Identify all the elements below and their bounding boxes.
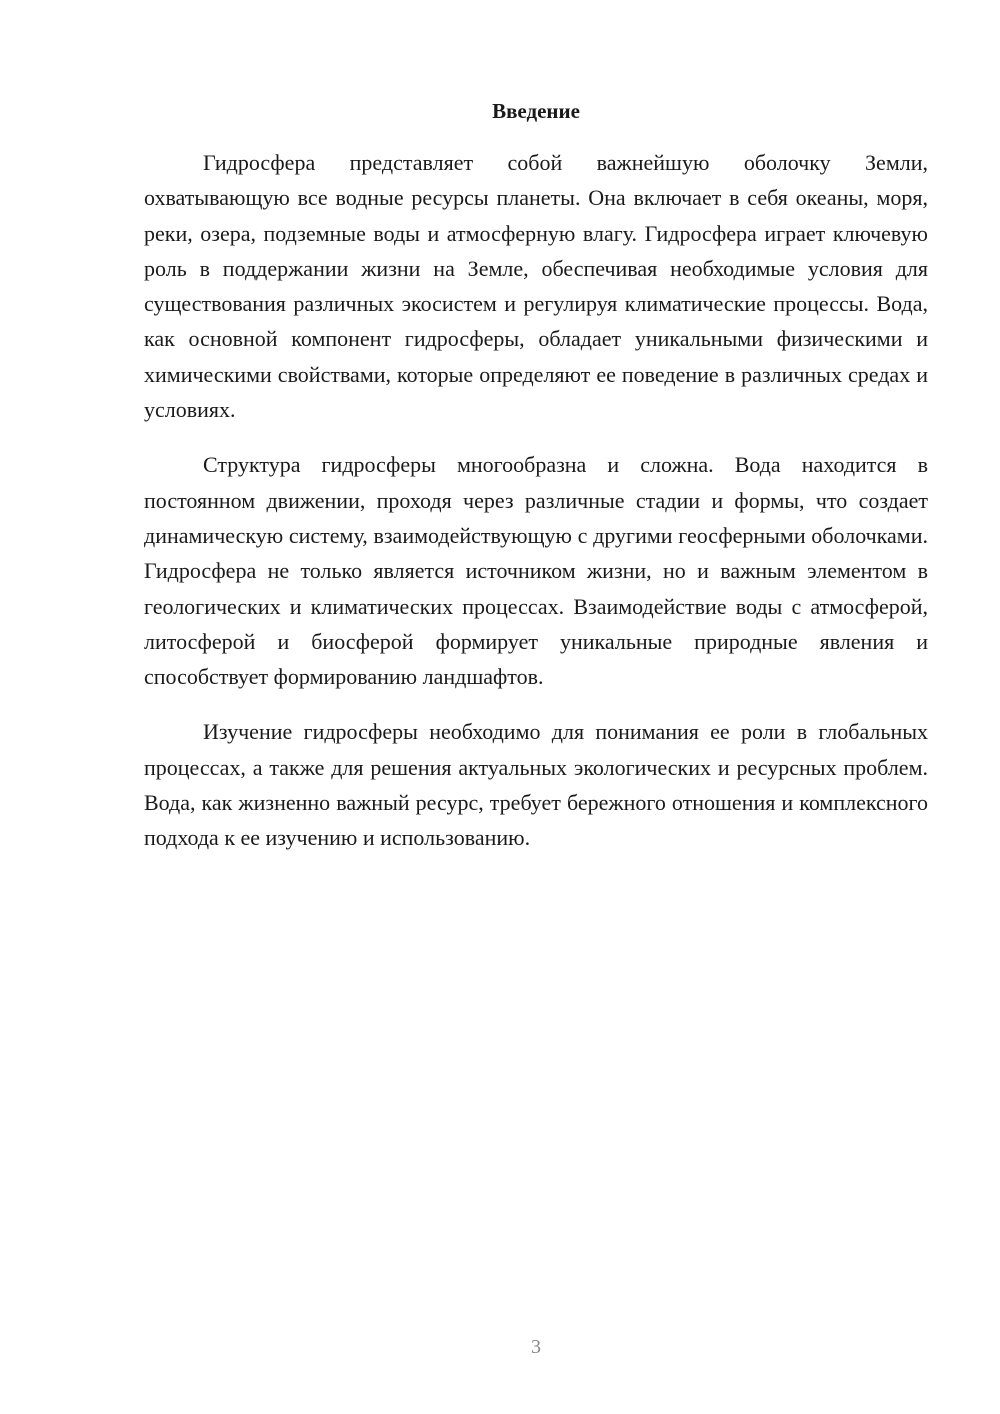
paragraph-3: Изучение гидросферы необходимо для понимания ее роли в глобальных процессах, а также для решения актуальных экологических и ресурсных проблем. Вода, как жизненно важный ресурс, требует бережного отношения и комплексного подхода к ее изучению и использованию. (144, 719, 928, 851)
section-title: Введение (492, 99, 580, 123)
page-number: 3 (531, 1336, 541, 1358)
paragraph-2: Структура гидросферы многообразна и сложна. Вода находится в постоянном движении, проходя через различные стадии и формы, что создает динамическую систему, взаимодействующую с другими геосферными оболочками. Гидросфера не только является источником жизни, но и важным элементом в геологических и климатических процессах. Взаимодействие воды с атмосферой, литосферой и биосферой формирует уникальные природные явления и способствует формированию ландшафтов. (144, 452, 928, 690)
body-text (144, 145, 928, 876)
paragraph-1: Гидросфера представляет собой важнейшую оболочку Земли, охватывающую все водные ресурсы планеты. Она включает в себя океаны, моря, реки, озера, подземные воды и атмосферную влагу. Гидросфера играет ключевую роль в поддержании жизни на Земле, обеспечивая необходимые условия для существования различных экосистем и регулируя климатические процессы. Вода, как основной компонент гидросферы, обладает уникальными физическими и химическими свойствами, которые определяют ее поведение в различных средах и условиях. (144, 150, 928, 423)
